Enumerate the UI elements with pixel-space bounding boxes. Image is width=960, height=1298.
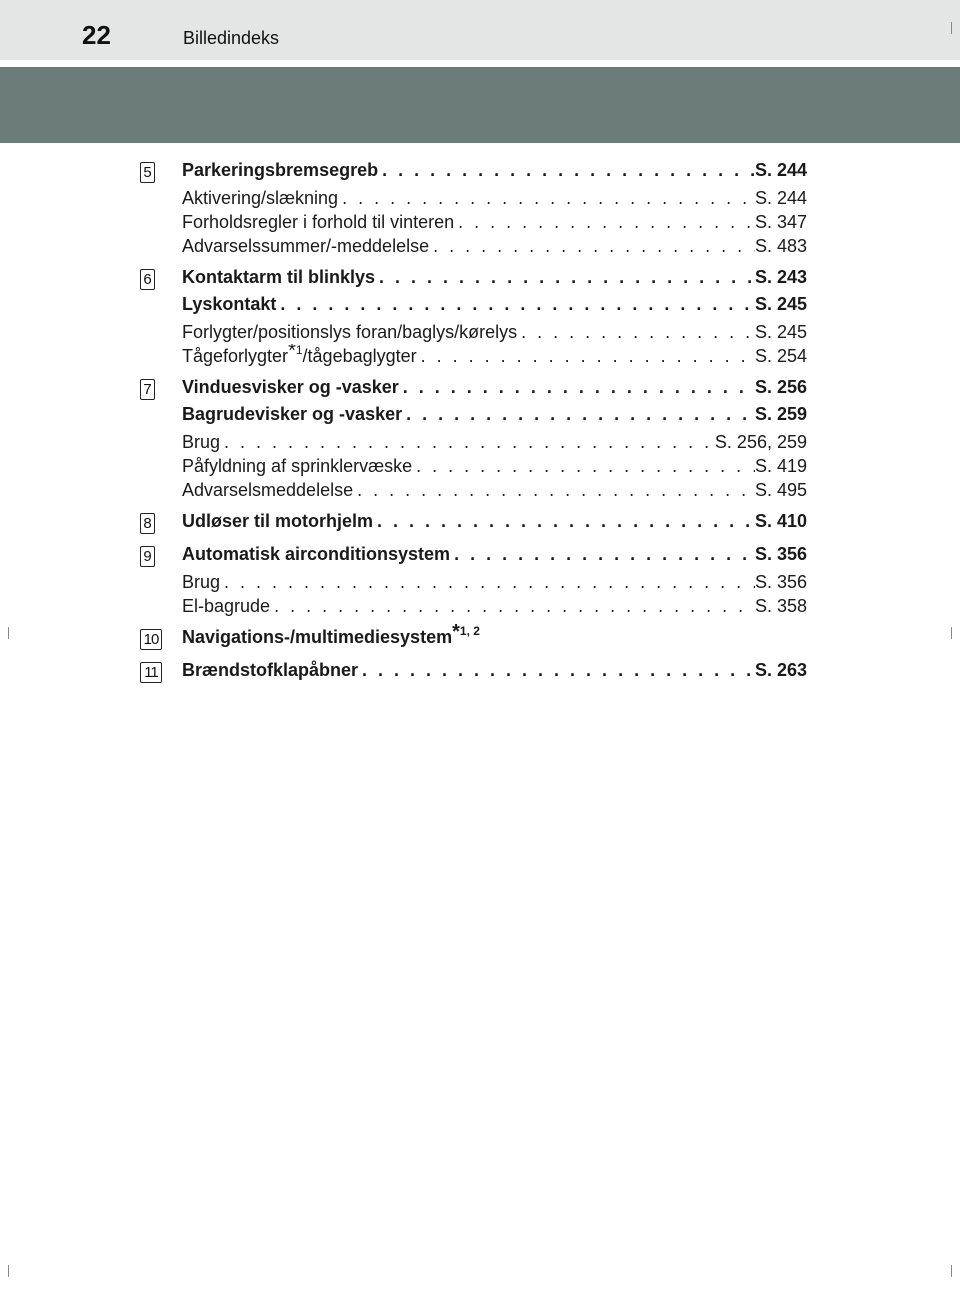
page-ref[interactable]: S. 356 — [754, 572, 807, 592]
item-label: Advarselsmeddelelse — [182, 480, 354, 500]
item-label: Aktivering/slækning — [182, 188, 339, 208]
page-number: 22 — [82, 20, 111, 50]
crop-mark — [951, 627, 952, 639]
item-label — [182, 344, 417, 368]
item-label: Forlygter/positionslys foran/baglys/kørelys — [182, 322, 518, 342]
callout-number: 10 — [140, 629, 162, 650]
item-label: Forholdsregler i forhold til vinteren — [182, 212, 455, 232]
section-title: Billedindeks — [183, 28, 280, 48]
page-ref[interactable]: S. 243 — [754, 267, 807, 287]
dot-leader — [402, 401, 755, 428]
index-entry — [140, 264, 807, 368]
item-label: Advarselssummer/-meddelelse — [182, 236, 430, 256]
dot-leader — [517, 320, 755, 344]
sub-item[interactable] — [182, 234, 807, 258]
item-label: Brug — [182, 572, 221, 592]
main-item[interactable] — [182, 541, 807, 568]
index-entry — [140, 157, 807, 258]
index-entries — [140, 157, 807, 684]
dot-leader — [399, 374, 755, 401]
footnote-marker — [288, 344, 303, 362]
footnote-number: 1 — [295, 344, 303, 357]
dot-leader — [353, 478, 755, 502]
item-label-part: Navigations-/multimediesystem — [182, 627, 453, 647]
crop-mark — [8, 1265, 9, 1277]
sub-item[interactable] — [182, 186, 807, 210]
callout-number: 8 — [140, 513, 155, 534]
dot-leader — [429, 234, 755, 258]
dot-leader — [375, 264, 755, 291]
page-ref[interactable]: S. 259 — [754, 404, 807, 424]
item-label — [182, 624, 480, 651]
page-ref[interactable]: S. 244 — [754, 160, 807, 180]
main-item[interactable] — [182, 374, 807, 401]
callout-number: 5 — [140, 162, 155, 183]
main-item[interactable] — [182, 264, 807, 291]
index-entry — [140, 508, 807, 535]
page-ref[interactable]: S. 256 — [754, 377, 807, 397]
page-ref[interactable]: S. 358 — [754, 596, 807, 616]
item-label: Kontaktarm til blinklys — [182, 267, 376, 287]
header-band — [0, 67, 960, 143]
index-entry — [140, 374, 807, 502]
sub-item[interactable] — [182, 454, 807, 478]
dot-leader — [378, 157, 755, 184]
index-entry — [140, 624, 807, 651]
page-ref[interactable]: S. 410 — [754, 511, 807, 531]
sub-item[interactable] — [182, 210, 807, 234]
crop-mark — [951, 1265, 952, 1277]
dot-leader — [220, 430, 715, 454]
sub-item[interactable] — [182, 570, 807, 594]
page-ref[interactable]: S. 245 — [754, 294, 807, 314]
dot-leader — [373, 508, 755, 535]
main-item[interactable] — [182, 508, 807, 535]
item-label: El-bagrude — [182, 596, 271, 616]
page-ref[interactable]: S. 419 — [754, 456, 807, 476]
dot-leader — [270, 594, 755, 618]
callout-number: 7 — [140, 379, 155, 400]
dot-leader — [220, 570, 755, 594]
item-label: Lyskontakt — [182, 294, 277, 314]
main-item[interactable] — [182, 291, 807, 318]
callout-number: 11 — [140, 662, 162, 683]
item-label-part: /tågebaglygter — [302, 346, 417, 366]
dot-leader — [450, 541, 755, 568]
main-item[interactable] — [182, 401, 807, 428]
crop-mark — [951, 22, 952, 34]
item-label: Udløser til motorhjelm — [182, 511, 374, 531]
page-ref[interactable]: S. 263 — [754, 660, 807, 680]
item-label: Bagrudevisker og -vasker — [182, 404, 403, 424]
dot-leader — [454, 210, 755, 234]
asterisk-icon: * — [452, 624, 460, 643]
crop-mark — [8, 627, 9, 639]
main-item[interactable] — [182, 624, 807, 651]
page-ref[interactable]: S. 495 — [754, 480, 807, 500]
dot-leader — [412, 454, 755, 478]
item-label: Automatisk airconditionsystem — [182, 544, 451, 564]
page-ref[interactable]: S. 483 — [754, 236, 807, 256]
item-label: Brug — [182, 432, 221, 452]
footnote-number: 1, 2 — [459, 624, 480, 638]
asterisk-icon: * — [288, 344, 296, 362]
page-ref[interactable]: S. 254 — [754, 346, 807, 366]
dot-leader — [417, 344, 755, 368]
page-ref[interactable]: S. 347 — [754, 212, 807, 232]
item-label: Vinduesvisker og -vasker — [182, 377, 399, 397]
sub-item[interactable] — [182, 478, 807, 502]
callout-number: 6 — [140, 269, 155, 290]
index-entry — [140, 657, 807, 684]
page-ref[interactable]: S. 356 — [754, 544, 807, 564]
main-item[interactable] — [182, 157, 807, 184]
dot-leader — [276, 291, 755, 318]
page-header — [0, 0, 960, 60]
index-entry — [140, 541, 807, 618]
footnote-marker — [452, 624, 480, 643]
dot-leader — [358, 657, 755, 684]
sub-item[interactable] — [182, 344, 807, 368]
page-ref[interactable]: S. 256, 259 — [714, 432, 807, 452]
page-ref[interactable]: S. 244 — [754, 188, 807, 208]
callout-number: 9 — [140, 546, 155, 567]
page-ref[interactable]: S. 245 — [754, 322, 807, 342]
sub-item[interactable] — [182, 430, 807, 454]
dot-leader — [338, 186, 755, 210]
sub-item[interactable] — [182, 320, 807, 344]
item-label-part: Tågeforlygter — [182, 346, 289, 366]
sub-item[interactable] — [182, 594, 807, 618]
item-label: Påfyldning af sprinklervæske — [182, 456, 413, 476]
item-label: Brændstofklapåbner — [182, 660, 359, 680]
main-item[interactable] — [182, 657, 807, 684]
item-label: Parkeringsbremsegreb — [182, 160, 379, 180]
